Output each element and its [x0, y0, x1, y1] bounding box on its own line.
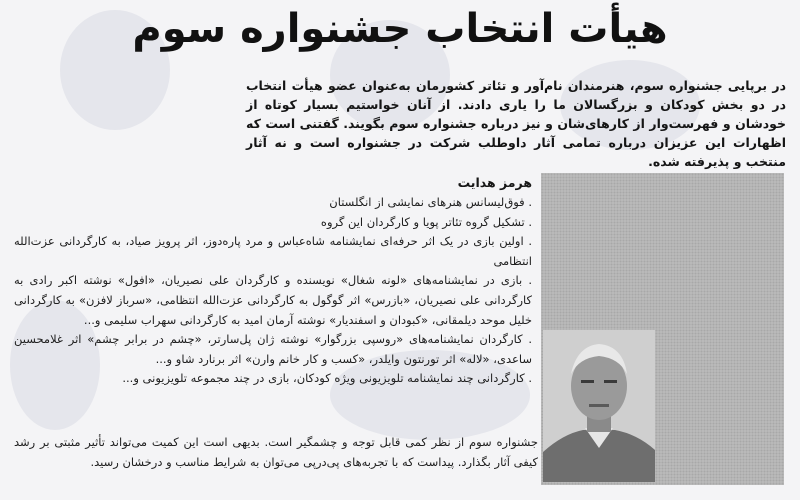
- author-name: هرمز هدایت: [457, 175, 532, 190]
- bio-item: . کارگردانی چند نمایشنامه تلویزیونی ویژه کودکان، بازی در چند مجموعه تلویزیونی و...: [122, 371, 532, 386]
- intro-paragraph: در برپایی جشنواره سوم، هنرمندان نام‌آور و تئاتر کشورمان به‌عنوان عضو هیأت انتخاب در دو بخش کودکان و بزرگسالان ما را یاری دادند. از آنان خواستیم بسیار کوتاه از خودشان و فهرست‌وار از کارهای‌شان و نیز درباره جشنواره سوم بگویند. گفتنی است که اظهارات این عزیزان درباره تمامی آثار داوطلب شرکت در جشنواره است و نه آثار منتخب و پذیرفته شده.: [246, 78, 786, 169]
- bio-item: . کارگردان نمایشنامه‌های «روسپی بزرگوار» نوشته ژان پل‌سارتر، «چشم در برابر چشم» اثر غلامحسین ساعدی، «لاله» اثر تورنتون وایلدر، «کسب و کار خانم وارن» اثر برنارد شاو و...: [14, 332, 532, 366]
- bio-item: . اولین بازی در یک اثر حرفه‌ای نمایشنامه شاه‌عباس و مرد پاره‌دوز، اثر پرویز صیاد، به کارگردانی عزت‌الله انتظامی: [14, 234, 532, 268]
- page-title: هیأت انتخاب جشنواره سوم: [132, 6, 668, 52]
- closing-paragraph: جشنواره سوم از نظر کمی قابل توجه و چشمگیر است. بدیهی است این کمیت می‌تواند تأثیر مثبتی بر رشد کیفی آثار بگذارد. پیداست که با تجربه‌های پی‌درپی می‌توان به شرایط مناسب و درخشان رسید.: [14, 435, 538, 469]
- bio-item: . بازی در نمایشنامه‌های «لونه شغال» نویسنده و کارگردان علی نصیریان، «افول» نوشته اکبر رادی به کارگردانی علی نصیریان، «بازرس» اثر گوگول به کارگردانی عزت‌الله انتظامی، «سرباز لافزن» به کارگردانی خلیل موحد دیلمقانی، «کبودان و اسفندیار» نوشته آرمان امید به کارگردانی سهراب سلیمی و...: [14, 273, 532, 327]
- bio-item: . فوق‌لیسانس هنرهای نمایشی از انگلستان: [329, 195, 532, 209]
- portrait-image: [543, 330, 655, 482]
- bio-list: [14, 193, 532, 389]
- portrait-photo: [543, 330, 655, 482]
- bio-item: . تشکیل گروه تئاتر پویا و کارگردان این گروه: [320, 214, 532, 229]
